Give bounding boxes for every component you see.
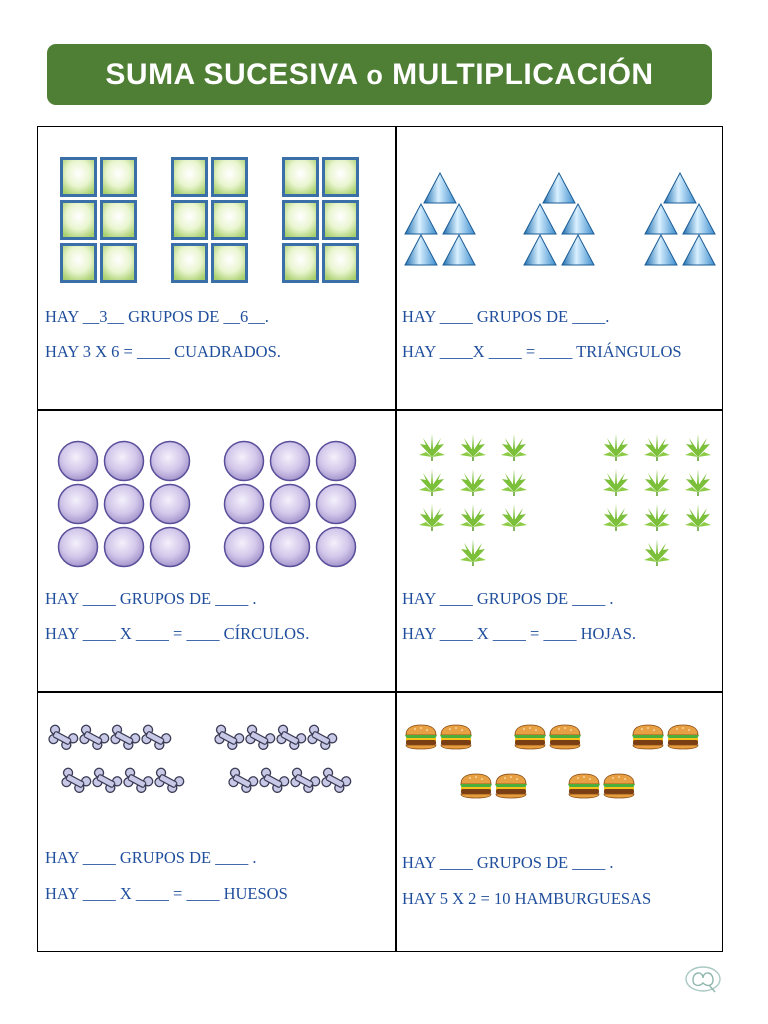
leaf-icon [644, 539, 670, 566]
circle-icon [271, 528, 310, 567]
circles-illustration [38, 410, 395, 691]
circle-icon [151, 442, 190, 481]
square-tile-icon [60, 243, 97, 283]
square-tile-icon [60, 200, 97, 240]
leaves-illustration [396, 410, 723, 691]
triangle-icon [683, 204, 715, 234]
square-tile-icon [322, 243, 359, 283]
exercise-line-1: HAY ____ GRUPOS DE ____ . [45, 848, 257, 867]
circle-icon [225, 528, 264, 567]
exercise-cell-hamburgers [396, 692, 723, 951]
leaf-icon [501, 504, 527, 531]
bone-icon [89, 766, 124, 796]
leaf-icon [603, 504, 629, 531]
hamburger-icon [440, 725, 472, 749]
bone-icon [45, 723, 80, 753]
circle-icon [59, 485, 98, 524]
bones-illustration [38, 692, 395, 951]
leaf-icon [603, 469, 629, 496]
bone-icon [58, 766, 93, 796]
circle-icon [59, 442, 98, 481]
circle-icon [105, 528, 144, 567]
exercise-line-2: HAY ____X ____ = ____ TRIÁNGULOS [402, 342, 682, 361]
square-tile-icon [211, 243, 248, 283]
circle-icon [225, 485, 264, 524]
leaf-icon [685, 469, 711, 496]
leaf-icon [460, 434, 486, 461]
exercise-cell-bones [38, 692, 395, 951]
square-tile-icon [100, 243, 137, 283]
triangle-icon [443, 235, 475, 265]
hamburger-icon [667, 725, 699, 749]
hamburger-icon [460, 774, 492, 798]
hamburger-icon [514, 725, 546, 749]
bone-icon [225, 766, 260, 796]
leaf-icon [501, 434, 527, 461]
bone-icon [107, 723, 142, 753]
exercise-cell-squares [38, 127, 395, 409]
leaf-icon [644, 469, 670, 496]
square-tile-icon [100, 157, 137, 197]
leaf-icon [501, 469, 527, 496]
circle-icon [271, 442, 310, 481]
bone-icon [211, 723, 246, 753]
exercise-line-2: HAY ____ X ____ = ____ HUESOS [45, 884, 288, 903]
triangle-icon [562, 204, 594, 234]
triangles-illustration [396, 127, 723, 409]
leaf-icon [419, 504, 445, 531]
exercise-line-1: HAY ____ GRUPOS DE ____ . [402, 589, 614, 608]
page-title [105, 58, 653, 92]
bone-icon [318, 766, 353, 796]
circle-icon [225, 442, 264, 481]
triangle-icon [424, 173, 456, 203]
bone-icon [256, 766, 291, 796]
leaf-icon [644, 504, 670, 531]
bone-icon [138, 723, 173, 753]
square-tile-icon [171, 200, 208, 240]
squares-illustration [38, 127, 395, 409]
exercise-cell-circles [38, 410, 395, 691]
circle-icon [105, 485, 144, 524]
square-tile-icon [322, 157, 359, 197]
title-banner [47, 44, 712, 105]
hamburger-icon [603, 774, 635, 798]
hamburger-icon [568, 774, 600, 798]
triangle-icon [645, 235, 677, 265]
exercise-cell-leaves [396, 410, 723, 691]
triangle-icon [543, 173, 575, 203]
circle-icon [151, 528, 190, 567]
leaf-icon [460, 539, 486, 566]
leaf-icon [603, 434, 629, 461]
square-tile-icon [322, 200, 359, 240]
triangle-icon [683, 235, 715, 265]
circle-icon [151, 485, 190, 524]
bone-icon [287, 766, 322, 796]
triangle-icon [405, 204, 437, 234]
bone-icon [304, 723, 339, 753]
exercise-line-1: HAY ____ GRUPOS DE ____ . [45, 589, 257, 608]
leaf-icon [685, 434, 711, 461]
hamburger-icon [632, 725, 664, 749]
leaf-icon [685, 504, 711, 531]
triangle-icon [645, 204, 677, 234]
square-tile-icon [282, 200, 319, 240]
circle-icon [271, 485, 310, 524]
exercise-line-2: HAY ____ X ____ = ____ HOJAS. [402, 624, 637, 643]
triangle-icon [524, 204, 556, 234]
bone-icon [242, 723, 277, 753]
square-tile-icon [282, 243, 319, 283]
brand-logo-icon [683, 963, 723, 995]
hamburger-icon [495, 774, 527, 798]
hamburger-icon [405, 725, 437, 749]
hamburger-icon [549, 725, 581, 749]
title-main: SUMA SUCESIVA [105, 57, 358, 91]
square-tile-icon [60, 157, 97, 197]
triangle-icon [664, 173, 696, 203]
circle-icon [317, 485, 356, 524]
circle-icon [317, 442, 356, 481]
bone-icon [120, 766, 155, 796]
circle-icon [317, 528, 356, 567]
triangle-icon [524, 235, 556, 265]
circle-icon [59, 528, 98, 567]
bone-icon [76, 723, 111, 753]
leaf-icon [419, 434, 445, 461]
bone-icon [273, 723, 308, 753]
exercise-line-1: HAY __3__ GRUPOS DE __6__. [45, 307, 269, 326]
leaf-icon [460, 469, 486, 496]
bone-icon [151, 766, 186, 796]
square-tile-icon [282, 157, 319, 197]
square-tile-icon [211, 157, 248, 197]
square-tile-icon [171, 157, 208, 197]
exercise-line-2: HAY ____ X ____ = ____ CÍRCULOS. [45, 624, 310, 643]
leaf-icon [460, 504, 486, 531]
leaf-icon [419, 469, 445, 496]
square-tile-icon [171, 243, 208, 283]
triangle-icon [405, 235, 437, 265]
leaf-icon [644, 434, 670, 461]
exercise-cell-triangles [396, 127, 723, 409]
exercise-line-1: HAY ____ GRUPOS DE ____. [402, 307, 610, 326]
triangle-icon [443, 204, 475, 234]
title-connector: o [366, 59, 384, 90]
triangle-icon [562, 235, 594, 265]
circle-icon [105, 442, 144, 481]
exercise-grid [37, 126, 723, 952]
exercise-line-1: HAY ____ GRUPOS DE ____ . [402, 853, 614, 872]
title-end: MULTIPLICACIÓN [392, 57, 654, 91]
exercise-line-2: HAY 5 X 2 = 10 HAMBURGUESAS [402, 889, 652, 908]
square-tile-icon [100, 200, 137, 240]
square-tile-icon [211, 200, 248, 240]
hamburgers-illustration [396, 692, 723, 951]
exercise-line-2: HAY 3 X 6 = ____ CUADRADOS. [45, 342, 281, 361]
